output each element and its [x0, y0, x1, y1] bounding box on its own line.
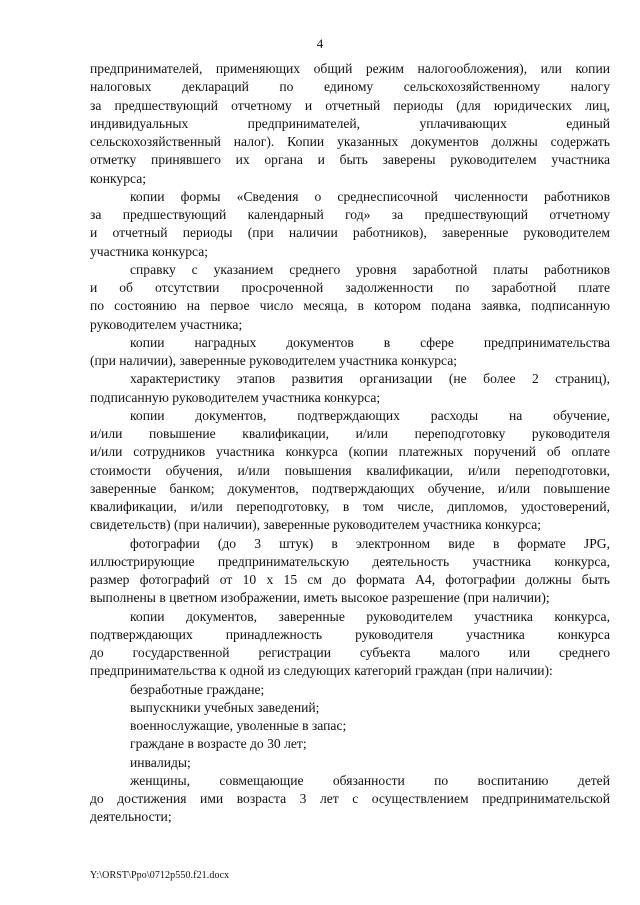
text-line: за предшествующий отчетному и отчетный периоды (для юридических лиц,: [90, 97, 610, 113]
text-line: копии документов, заверенные руководителем участника конкурса,: [130, 608, 610, 624]
text-line: инвалиды;: [130, 754, 191, 770]
text-line: фотографии (до 3 штук) в электронном виде в формате JPG,: [130, 535, 610, 551]
text-line: по состоянию на первое число месяца, в котором подана заявка, подписанную: [90, 298, 610, 314]
text-line: руководителем участника;: [90, 316, 243, 332]
text-line: стоимости обучения, и/или повышения квалификации, и/или переподготовки,: [90, 462, 610, 478]
text-line: женщины, совмещающие обязанности по воспитанию детей: [130, 772, 610, 788]
text-line: (при наличии), заверенные руководителем участника конкурса;: [90, 353, 458, 368]
footer-file-path: Y:\ORST\Ppo\0712p550.f21.docx: [90, 870, 230, 881]
text-line: налоговых деклараций по единому сельскохозяйственному налогу: [90, 79, 610, 95]
text-line: до достижения ими возраста 3 лет с осуществлением предпринимательской: [90, 791, 610, 806]
text-line: военнослужащие, уволенные в запас;: [130, 718, 347, 733]
text-line: заверенные банком; документов, подтверждающих обучение, и/или повышение: [90, 480, 610, 496]
text-line: и/или повышение квалификации, и/или переподготовку руководителя: [90, 426, 610, 441]
page-number: 4: [316, 36, 324, 51]
text-line: подтверждающих принадлежность руководителя участника конкурса: [90, 626, 610, 642]
text-line: конкурса;: [90, 170, 147, 186]
text-line: свидетельств) (при наличии), заверенные руководителем участника конкурса;: [90, 517, 542, 533]
text-line: подписанную руководителем участника конкурса;: [90, 389, 381, 405]
text-line: до государственной регистрации субъекта малого или среднего: [90, 645, 610, 660]
text-line: граждане в возрасте до 30 лет;: [130, 736, 307, 752]
text-line: безработные граждане;: [130, 681, 265, 697]
text-line: копии документов, подтверждающих расходы на обучение,: [130, 407, 610, 423]
text-line: и/или сотрудников участника конкурса (копии платежных поручений об оплате: [90, 444, 610, 460]
text-line: квалификации, и/или переподготовку, в том числе, дипломов, удостоверений,: [90, 499, 610, 514]
text-line: размер фотографий от 10 x 15 см до формата А4, фотографии должны быть: [90, 572, 610, 587]
text-line: и отчетный периоды (при наличии работников), заверенные руководителем: [90, 225, 610, 241]
text-line: предпринимателей, применяющих общий режим налогообложения), или копии: [90, 61, 610, 76]
text-line: выпускники учебных заведений;: [130, 699, 320, 715]
text-line: характеристику этапов развития организации (не более 2 страниц),: [130, 371, 610, 387]
text-line: копии формы «Сведения о среднесписочной численности работников: [130, 188, 610, 204]
text-line: участника конкурса;: [90, 243, 209, 259]
text-line: справку с указанием среднего уровня заработной платы работников: [130, 261, 610, 277]
text-line: предпринимательства к одной из следующих категорий граждан (при наличии):: [90, 663, 553, 679]
text-line: и об отсутствии просроченной задолженности по заработной плате: [90, 280, 610, 295]
text-line: за предшествующий календарный год» за предшествующий отчетному: [90, 207, 610, 222]
text-line: отметку принявшего их органа и быть заверены руководителем участника: [90, 152, 610, 168]
text-line: выполнены в цветном изображении, иметь высокое разрешение (при наличии);: [90, 590, 550, 606]
text-line: сельскохозяйственный налог). Копии указанных документов должны содержать: [90, 134, 610, 149]
text-line: иллюстрирующие предпринимательскую деятельность участника конкурса,: [90, 553, 610, 569]
text-line: деятельности;: [90, 809, 172, 825]
document-body: [90, 60, 610, 827]
text-line: индивидуальных предпринимателей, уплачивающих единый: [90, 115, 610, 131]
text-line: копии наградных документов в сфере предпринимательства: [130, 334, 610, 350]
